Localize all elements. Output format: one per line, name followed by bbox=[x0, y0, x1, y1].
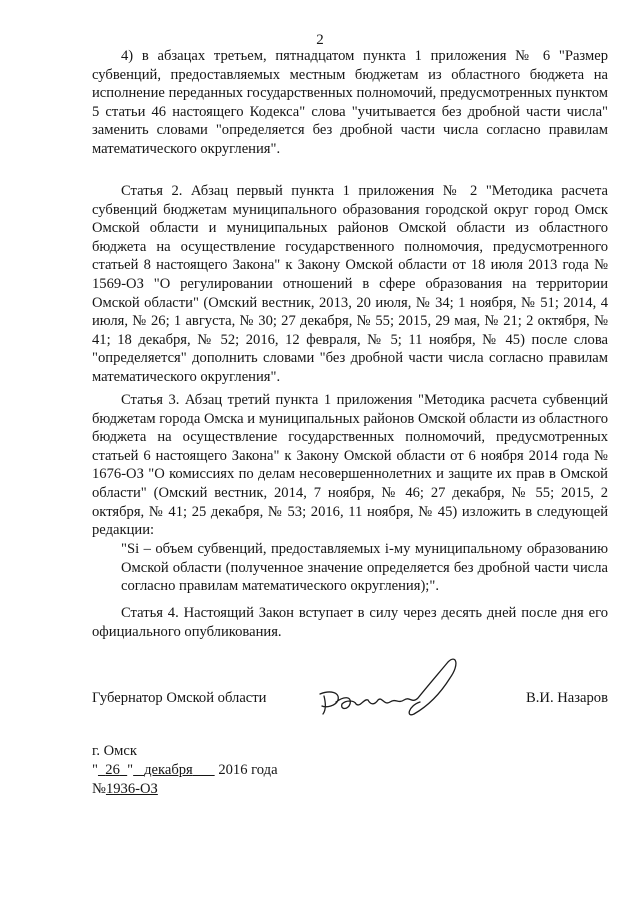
law-number bbox=[92, 780, 278, 799]
signature-block bbox=[92, 690, 608, 714]
governor-name: В.И. Назаров bbox=[526, 690, 608, 706]
date-year: 2016 года bbox=[218, 762, 278, 778]
date-day bbox=[98, 762, 127, 778]
paragraph-article-3: Статья 3. Абзац третий пункта 1 приложения "Методика расчета субвенций бюджетам города Омска и муниципальных районов Омской области из областного бюджета на осуществление государственных полномочий, предусмотренных статьей 6 настоящего Закона" к Закону Омской области от 6 ноября 2014 года № 1676-ОЗ "О комиссиях по делам несовершеннолетних и защите их прав в Омской области" (Омский вестник, 2014, 7 ноября, № 46; 27 декабря, № 55; 2015, 2 октября, № 41; 25 декабря, № 53; 2016, 11 ноября, № 45) изложить в следующей редакции: bbox=[92, 392, 608, 539]
date-day-value: 26 bbox=[105, 762, 120, 778]
date-quote-open: " bbox=[92, 762, 98, 778]
date-month bbox=[133, 762, 215, 778]
date-quote-close: " bbox=[127, 762, 134, 778]
place-of-signing: г. Омск bbox=[92, 743, 137, 759]
page-number: 2 bbox=[316, 32, 324, 48]
document-footer bbox=[92, 742, 278, 799]
law-number-value: 1936-ОЗ bbox=[105, 781, 158, 797]
signing-date bbox=[92, 761, 278, 780]
governor-title: Губернатор Омской области bbox=[92, 690, 267, 706]
paragraph-article-4: Статья 4. Настоящий Закон вступает в силу через десять дней после дня его официального опубликования. bbox=[92, 605, 608, 640]
date-month-value: декабря bbox=[144, 762, 193, 778]
paragraph-formula-definition: "Si – объем субвенций, предоставляемых i-му муниципальному образованию Омской области (полученное значение определяется без дробной части числа согласно правилам математического округления);". bbox=[121, 541, 608, 595]
paragraph-article-2: Статья 2. Абзац первый пункта 1 приложения № 2 "Методика расчета субвенций бюджетам муниципального образования городской округ город Омск Омской области и муниципальных районов Омской области из областного бюджета на осуществление государственного полномочия, предусмотренного статьей 8 настоящего Закона" к Закону Омской области от 18 июля 2013 года № 1569-ОЗ "О регулировании отношений в сфере образования на территории Омской области" (Омский вестник, 2013, 20 июля, № 34; 1 ноября, № 51; 2014, 4 июля, № 26; 1 августа, № 30; 27 декабря, № 55; 2015, 29 мая, № 21; 2 октября, № 41; 18 декабря, № 52; 2016, 12 февраля, № 5; 11 ноября, № 45) после слова "определяется" дополнить словами "без дробной части числа согласно правилам математического округления". bbox=[92, 183, 608, 385]
law-number-prefix: № bbox=[92, 781, 106, 797]
handwritten-signature bbox=[310, 654, 470, 734]
paragraph-amendment-4: 4) в абзацах третьем, пятнадцатом пункта 1 приложения № 6 "Размер субвенций, предоставляемых местным бюджетам из областного бюджета на исполнение переданных государственных полномочий, предусмотренных пунктом 5 статьи 46 настоящего Кодекса" слова "учитывается без дробной части числа" заменить словами "определяется без дробной части числа согласно правилам математического округления". bbox=[92, 48, 608, 157]
